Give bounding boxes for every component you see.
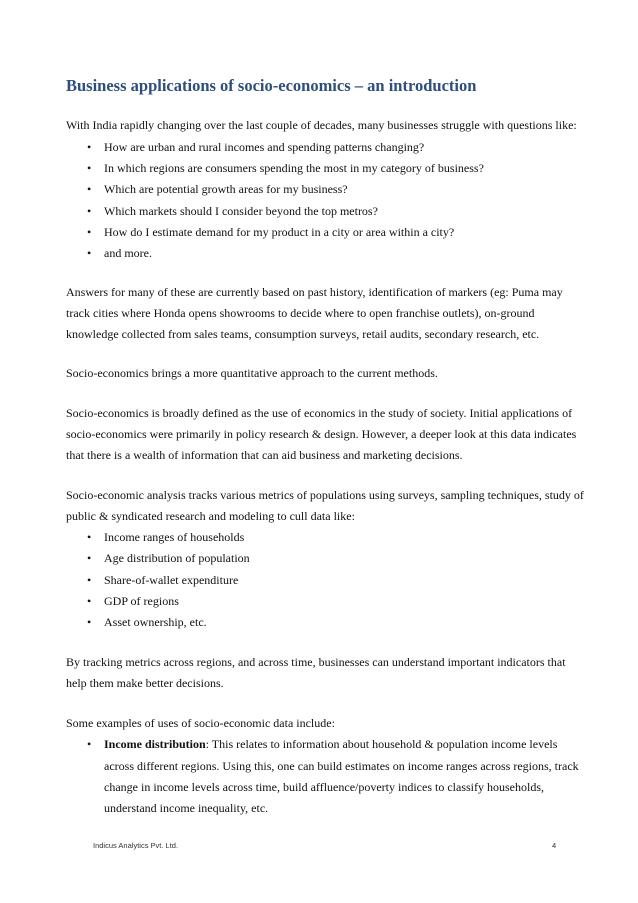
bullet-marker: •: [87, 140, 92, 154]
footer-company: Indicus Analytics Pvt. Ltd.: [93, 841, 179, 850]
example-income-label: Income distribution: [104, 737, 206, 751]
bullet-marker: •: [87, 182, 92, 196]
bullet-marker: •: [87, 573, 92, 587]
examples-intro: Some examples of uses of socio-economic data include:: [66, 716, 335, 730]
bullet-marker: •: [87, 594, 92, 608]
metric-item: Share-of-wallet expenditure: [104, 573, 239, 587]
question-item: How do I estimate demand for my product in a city or area within a city?: [104, 225, 455, 239]
bullet-marker: •: [87, 204, 92, 218]
metric-item: Age distribution of population: [104, 551, 250, 565]
bullet-marker: •: [87, 161, 92, 175]
page-title: Business applications of socio-economics – an introduction: [66, 76, 477, 95]
bullet-marker: •: [87, 615, 92, 629]
answers-paragraph-line: Answers for many of these are currently based on past history, identification of markers (eg: Puma may: [66, 285, 563, 299]
example-income-line: [104, 737, 557, 751]
intro-text: With India rapidly changing over the last couple of decades, many businesses struggle with questions like:: [66, 118, 577, 132]
answers-paragraph-line: knowledge collected from sales teams, consumption surveys, retail audits, secondary research, etc.: [66, 327, 540, 341]
tracking-paragraph-line: By tracking metrics across regions, and across time, businesses can understand important indicators that: [66, 655, 566, 669]
metric-item: GDP of regions: [104, 594, 179, 608]
definition-paragraph-line: socio-economics were primarily in policy research & design. However, a deeper look at this data indicates: [66, 427, 577, 441]
question-item: Which are potential growth areas for my business?: [104, 182, 348, 196]
quantitative-paragraph: Socio-economics brings a more quantitative approach to the current methods.: [66, 366, 438, 380]
metric-item: Asset ownership, etc.: [104, 615, 207, 629]
definition-paragraph-line: Socio-economics is broadly defined as the use of economics in the study of society. Initial applications of: [66, 406, 573, 420]
bullet-marker: •: [87, 246, 92, 260]
example-income-line: understand income inequality, etc.: [104, 801, 269, 815]
metric-item: Income ranges of households: [104, 530, 245, 544]
question-item: How are urban and rural incomes and spending patterns changing?: [104, 140, 425, 154]
analysis-paragraph-line: Socio-economic analysis tracks various metrics of populations using surveys, sampling techniques, study of: [66, 488, 584, 502]
footer-page-number: 4: [552, 841, 557, 850]
bullet-marker: •: [87, 530, 92, 544]
bullet-marker: •: [87, 225, 92, 239]
definition-paragraph-line: that there is a wealth of information that can aid business and marketing decisions.: [66, 448, 463, 462]
example-income-line: change in income levels across time, build affluence/poverty indices to classify households,: [104, 780, 544, 794]
answers-paragraph-line: track cities where Honda opens showrooms to decide where to open franchise outlets), on-ground: [66, 306, 535, 320]
question-item: Which markets should I consider beyond the top metros?: [104, 204, 378, 218]
bullet-marker: •: [87, 737, 92, 751]
bullet-marker: •: [87, 551, 92, 565]
question-item: and more.: [104, 246, 152, 260]
question-item: In which regions are consumers spending the most in my category of business?: [104, 161, 484, 175]
example-income-first-line: : This relates to information about household & population income levels: [205, 737, 558, 751]
analysis-paragraph-line: public & syndicated research and modeling to cull data like:: [66, 509, 355, 523]
tracking-paragraph-line: help them make better decisions.: [66, 676, 224, 690]
example-income-line: across different regions. Using this, one can build estimates on income ranges across regions, track: [104, 759, 579, 773]
